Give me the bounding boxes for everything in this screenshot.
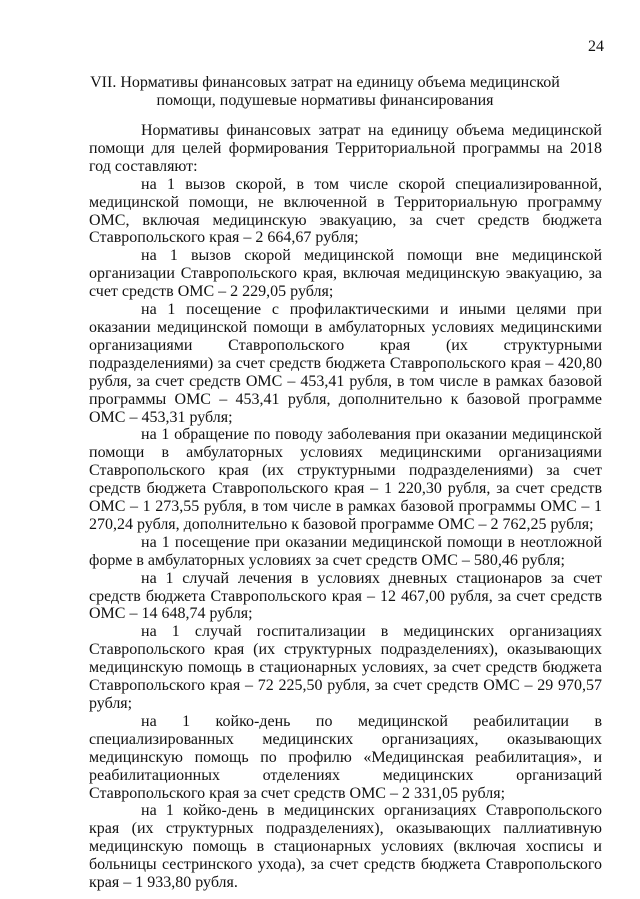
paragraph-day-hospital: на 1 случай лечения в условиях дневных стационаров за счет средств бюджета Ставропольского края – 12 467,00 рубля, за счет средств ОМС – 14 648,74 рубля; <box>89 569 602 623</box>
paragraph-palliative-bed-day: на 1 койко-день в медицинских организациях Ставропольского края (их структурных подразделениях), оказывающих паллиативную медицинскую помощь в стационарных условиях (включая хосписы и больницы сестринского ухода), за счет средств бюджета Ставропольского края – 1 933,80 рубля. <box>89 802 602 892</box>
paragraph-hospitalization: на 1 случай госпитализации в медицинских организациях Ставропольского края (их структурных подразделениях), оказывающих медицинскую помощь в стационарных условиях, за счет средств бюджета Ставропольского края – 72 225,50 рубля, за счет средств ОМС – 29 970,57 рубля; <box>89 623 602 712</box>
paragraph-intro: Нормативы финансовых затрат на единицу объема медицинской помощи для целей формирования Территориальной программы на 2018 год составляют: <box>89 122 602 175</box>
paragraph-urgent-visit: на 1 посещение при оказании медицинской помощи в неотложной форме в амбулаторных условиях за счет средств ОМС – 580,46 рубля; <box>89 533 602 569</box>
page-number: 24 <box>588 38 604 55</box>
section-heading-line-1: VII. Нормативы финансовых затрат на единицу объема медицинской <box>90 74 560 91</box>
paragraph-ambulance-oms: на 1 вызов скорой медицинской помощи вне медицинской организации Ставропольского края, включая медицинскую эвакуацию, за счет средств ОМС – 2 229,05 рубля; <box>89 247 602 301</box>
paragraph-rehabilitation-bed-day: на 1 койко-день по медицинской реабилитации в специализированных медицинских организациях, оказывающих медицинскую помощь по профилю «Медицинская реабилитация», и реабилитационных отделениях медицинских организаций Ставропольского края за счет средств ОМС – 2 331,05 рубля; <box>89 712 602 802</box>
section-heading-line-2: помощи, подушевые нормативы финансирования <box>156 91 494 109</box>
section-heading <box>90 74 560 109</box>
paragraph-ambulance-budget: на 1 вызов скорой, в том числе скорой специализированной, медицинской помощи, не включенной в Территориальную программу ОМС, включая медицинскую эвакуацию, за счет средств бюджета Ставропольского края – 2 664,67 рубля; <box>89 175 602 247</box>
paragraph-preventive-visit: на 1 посещение с профилактическими и иными целями при оказании медицинской помощи в амбулаторных условиях медицинскими организациями Ставропольского края (их структурными подразделениями) за счет средств бюджета Ставропольского края – 420,80 рубля, за счет средств ОМС – 453,41 рубля, в том числе в рамках базовой программы ОМС – 453,41 рубля, дополнительно к базовой программе ОМС – 453,31 рубля; <box>89 301 602 426</box>
document-body <box>89 122 602 892</box>
paragraph-disease-appeal: на 1 обращение по поводу заболевания при оказании медицинской помощи в амбулаторных условиях медицинскими организациями Ставропольского края (их структурными подразделениями) за счет средств бюджета Ставропольского края – 1 220,30 рубля, за счет средств ОМС – 1 273,55 рубля, в том числе в рамках базовой программы ОМС – 1 270,24 рубля, дополнительно к базовой программе ОМС – 2 762,25 рубля; <box>89 426 602 533</box>
